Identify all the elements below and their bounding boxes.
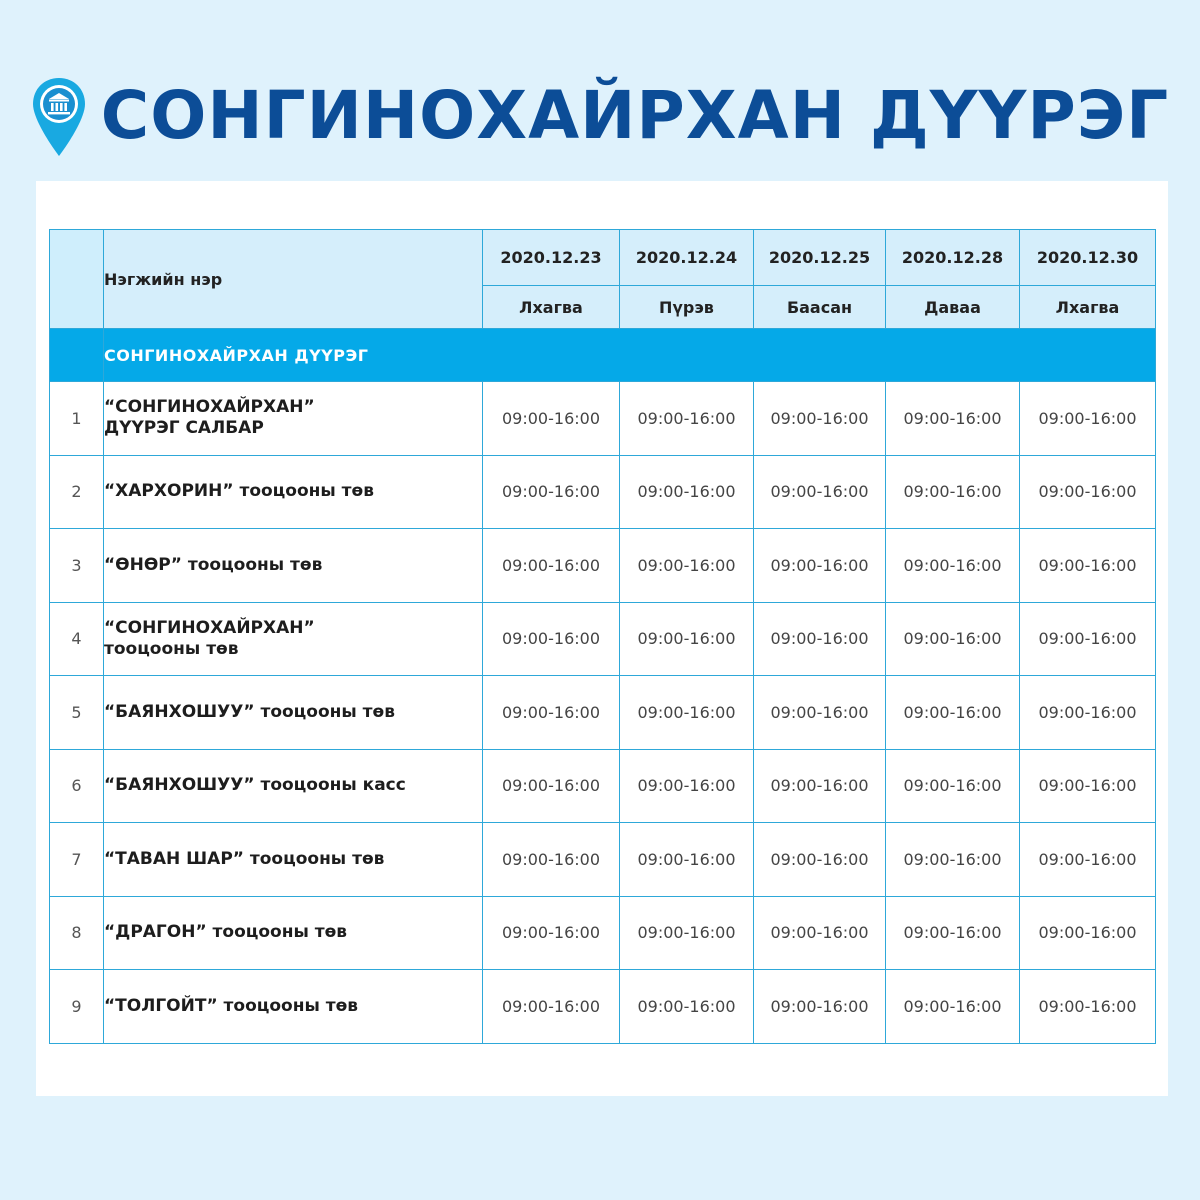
date-header: 2020.12.30	[1020, 230, 1156, 286]
unit-name	[104, 896, 483, 970]
table-row	[50, 823, 1156, 897]
opening-hours-cell: 09:00-16:00	[1020, 970, 1156, 1044]
opening-hours-cell: 09:00-16:00	[754, 823, 886, 897]
unit-name	[104, 749, 483, 823]
opening-hours-cell: 09:00-16:00	[886, 382, 1020, 456]
table-row	[50, 382, 1156, 456]
unit-name-line: ДҮҮРЭГ САЛБАР	[104, 418, 264, 439]
unit-name-line: “БАЯНХОШУУ” тооцооны төв	[104, 701, 395, 722]
opening-hours-cell: 09:00-16:00	[483, 602, 620, 676]
opening-hours-cell: 09:00-16:00	[620, 455, 754, 529]
unit-name-line: “ХАРХОРИН” тооцооны төв	[104, 481, 374, 502]
opening-hours-cell: 09:00-16:00	[620, 749, 754, 823]
unit-name	[104, 970, 483, 1044]
page-title: СОНГИНОХАЙРХАН ДҮҮРЭГ	[100, 76, 1170, 154]
unit-name-line: “СОНГИНОХАЙРХАН”	[104, 397, 315, 417]
schedule-table	[49, 229, 1156, 1044]
opening-hours-cell: 09:00-16:00	[886, 529, 1020, 603]
opening-hours-cell: 09:00-16:00	[1020, 382, 1156, 456]
table-row	[50, 896, 1156, 970]
weekday-header: Пүрэв	[620, 286, 754, 329]
opening-hours-cell: 09:00-16:00	[483, 896, 620, 970]
unit-name	[104, 382, 483, 456]
unit-name-line: “ДРАГОН” тооцооны төв	[104, 922, 348, 943]
date-header: 2020.12.25	[754, 230, 886, 286]
unit-name-line: “ТОЛГОЙТ” тооцооны төв	[104, 995, 359, 1016]
opening-hours-cell: 09:00-16:00	[754, 382, 886, 456]
unit-name-line: “БАЯНХОШУУ” тооцооны касс	[104, 775, 406, 796]
opening-hours-cell: 09:00-16:00	[483, 823, 620, 897]
row-number: 4	[50, 602, 104, 676]
weekday-header: Лхагва	[1020, 286, 1156, 329]
opening-hours-cell: 09:00-16:00	[1020, 602, 1156, 676]
header-row-dates	[50, 230, 1156, 286]
opening-hours-cell: 09:00-16:00	[620, 896, 754, 970]
opening-hours-cell: 09:00-16:00	[886, 676, 1020, 750]
opening-hours-cell: 09:00-16:00	[754, 602, 886, 676]
schedule-card	[36, 181, 1168, 1096]
unit-name-line: “СОНГИНОХАЙРХАН”	[104, 617, 315, 638]
opening-hours-cell: 09:00-16:00	[620, 602, 754, 676]
table-row	[50, 749, 1156, 823]
opening-hours-cell: 09:00-16:00	[483, 382, 620, 456]
opening-hours-cell: 09:00-16:00	[483, 676, 620, 750]
opening-hours-cell: 09:00-16:00	[620, 529, 754, 603]
opening-hours-cell: 09:00-16:00	[886, 455, 1020, 529]
unit-name	[104, 455, 483, 529]
opening-hours-cell: 09:00-16:00	[754, 455, 886, 529]
opening-hours-cell: 09:00-16:00	[1020, 676, 1156, 750]
row-number: 8	[50, 896, 104, 970]
table-row	[50, 455, 1156, 529]
opening-hours-cell: 09:00-16:00	[886, 896, 1020, 970]
table-row	[50, 529, 1156, 603]
opening-hours-cell: 09:00-16:00	[483, 970, 620, 1044]
section-row	[50, 329, 1156, 382]
table-row	[50, 602, 1156, 676]
number-column-header	[50, 230, 104, 329]
page-header	[0, 60, 1200, 170]
row-number: 1	[50, 382, 104, 456]
unit-name	[104, 676, 483, 750]
weekday-header: Даваа	[886, 286, 1020, 329]
section-spacer	[50, 329, 104, 382]
opening-hours-cell: 09:00-16:00	[620, 676, 754, 750]
opening-hours-cell: 09:00-16:00	[754, 529, 886, 603]
opening-hours-cell: 09:00-16:00	[620, 382, 754, 456]
opening-hours-cell: 09:00-16:00	[754, 749, 886, 823]
opening-hours-cell: 09:00-16:00	[754, 896, 886, 970]
row-number: 5	[50, 676, 104, 750]
opening-hours-cell: 09:00-16:00	[1020, 529, 1156, 603]
opening-hours-cell: 09:00-16:00	[886, 602, 1020, 676]
unit-name-line: “ТАВАН ШАР” тооцооны төв	[104, 848, 385, 869]
opening-hours-cell: 09:00-16:00	[886, 823, 1020, 897]
name-column-header: Нэгжийн нэр	[104, 230, 483, 329]
opening-hours-cell: 09:00-16:00	[1020, 749, 1156, 823]
unit-name	[104, 823, 483, 897]
opening-hours-cell: 09:00-16:00	[483, 455, 620, 529]
weekday-header: Лхагва	[483, 286, 620, 329]
opening-hours-cell: 09:00-16:00	[886, 749, 1020, 823]
unit-name-line: “ӨНӨР” тооцооны төв	[104, 554, 323, 575]
row-number: 3	[50, 529, 104, 603]
date-header: 2020.12.24	[620, 230, 754, 286]
weekday-header: Баасан	[754, 286, 886, 329]
unit-name	[104, 602, 483, 676]
unit-name-line: тооцооны төв	[104, 638, 239, 659]
date-header: 2020.12.23	[483, 230, 620, 286]
opening-hours-cell: 09:00-16:00	[620, 970, 754, 1044]
opening-hours-cell: 09:00-16:00	[483, 529, 620, 603]
opening-hours-cell: 09:00-16:00	[1020, 455, 1156, 529]
opening-hours-cell: 09:00-16:00	[886, 970, 1020, 1044]
opening-hours-cell: 09:00-16:00	[483, 749, 620, 823]
opening-hours-cell: 09:00-16:00	[1020, 896, 1156, 970]
row-number: 7	[50, 823, 104, 897]
opening-hours-cell: 09:00-16:00	[620, 823, 754, 897]
opening-hours-cell: 09:00-16:00	[754, 970, 886, 1044]
table-row	[50, 970, 1156, 1044]
unit-name	[104, 529, 483, 603]
table-row	[50, 676, 1156, 750]
row-number: 6	[50, 749, 104, 823]
section-label: СОНГИНОХАЙРХАН ДҮҮРЭГ	[104, 329, 1156, 382]
row-number: 2	[50, 455, 104, 529]
opening-hours-cell: 09:00-16:00	[754, 676, 886, 750]
row-number: 9	[50, 970, 104, 1044]
date-header: 2020.12.28	[886, 230, 1020, 286]
bank-location-pin-icon	[31, 76, 87, 160]
opening-hours-cell: 09:00-16:00	[1020, 823, 1156, 897]
